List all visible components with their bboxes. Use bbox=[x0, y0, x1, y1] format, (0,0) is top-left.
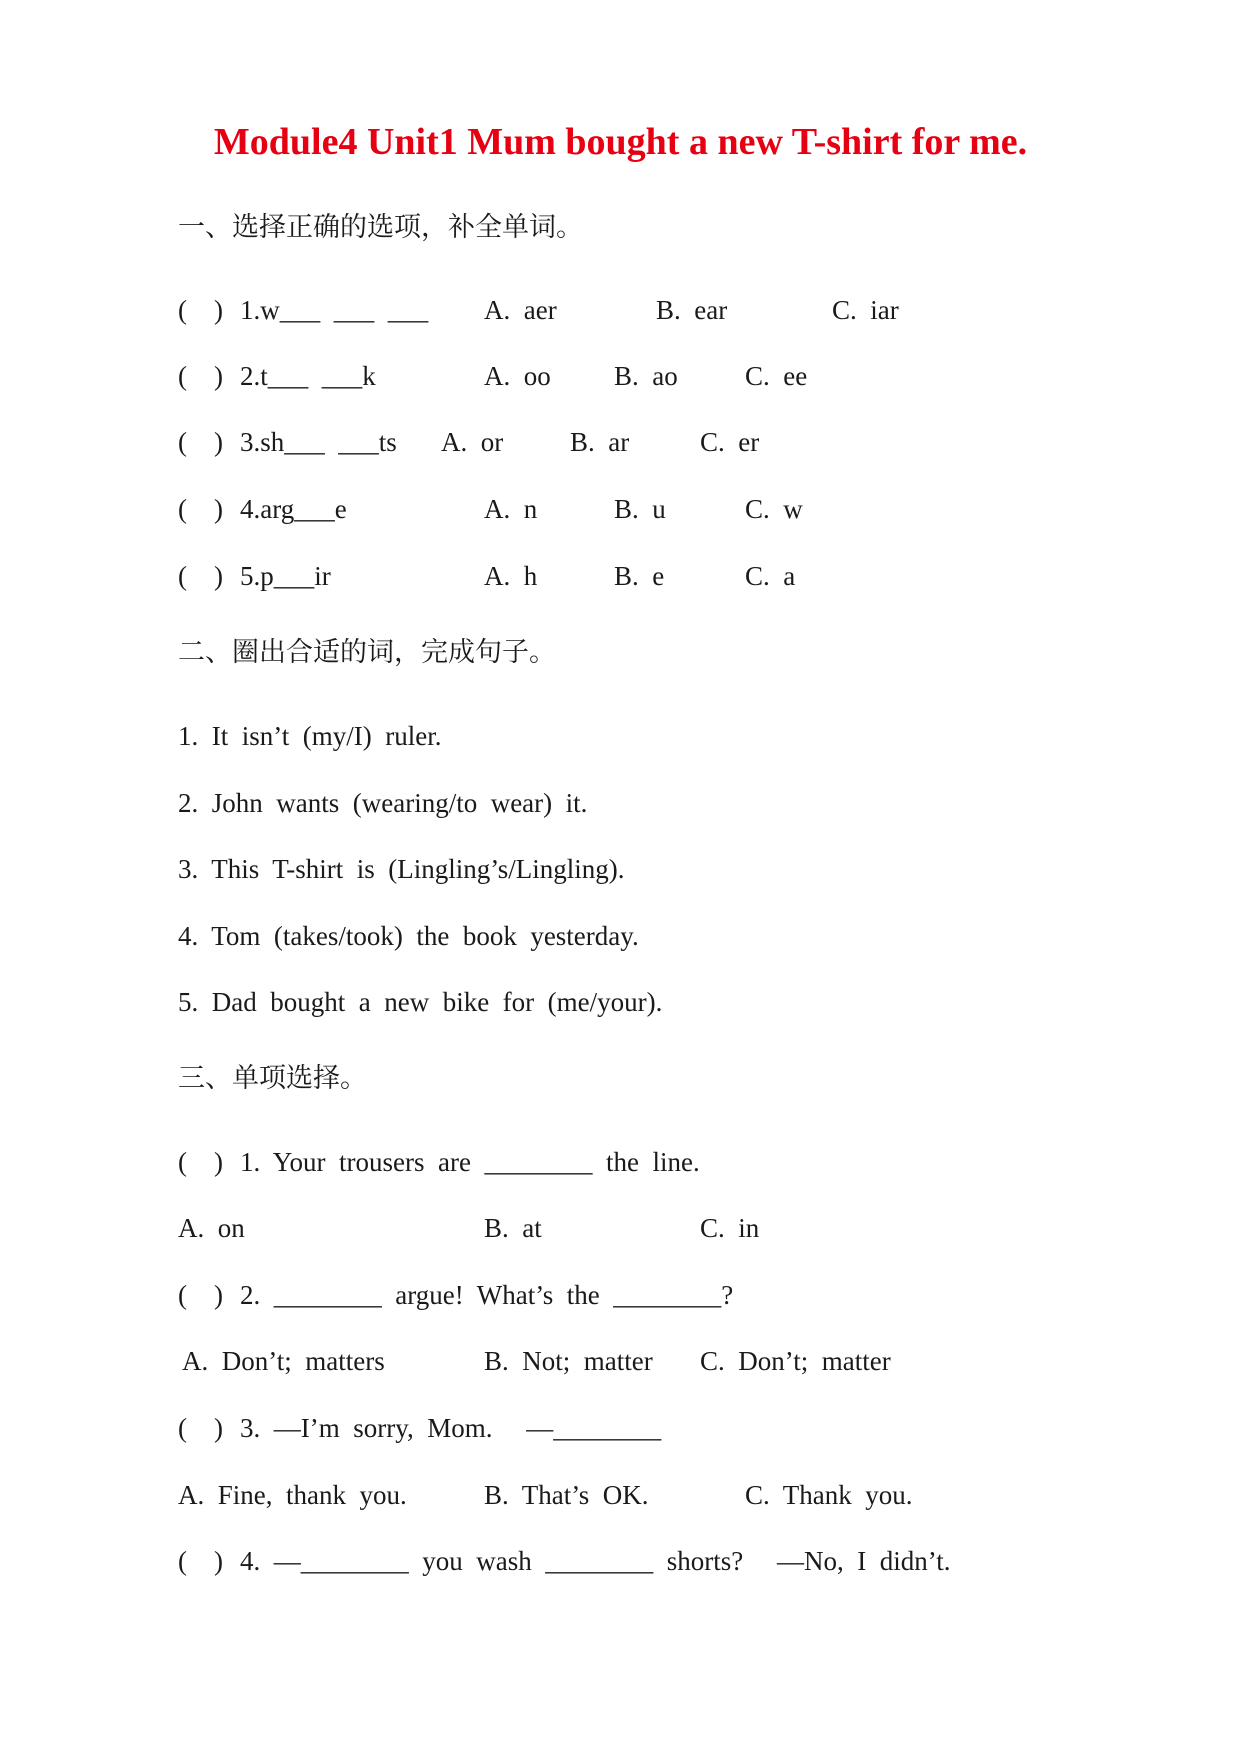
answer-paren: ( ) bbox=[178, 1546, 223, 1576]
option-c: C. w bbox=[745, 494, 803, 524]
question-stem: 2. ________ argue! What’s the ________? bbox=[240, 1280, 734, 1310]
option-b: B. u bbox=[614, 494, 666, 524]
option-c: C. Don’t; matter bbox=[700, 1346, 891, 1376]
option-a: A. on bbox=[178, 1213, 245, 1243]
sentence: 1. It isn’t (my/I) ruler. bbox=[178, 721, 442, 751]
question-stem: 1. Your trousers are ________ the line. bbox=[240, 1147, 700, 1177]
answer-paren: ( ) bbox=[178, 427, 223, 457]
section-2-heading: 二、圈出合适的词，完成句子。 bbox=[178, 637, 556, 668]
option-a: A. n bbox=[484, 494, 538, 524]
answer-paren: ( ) bbox=[178, 295, 223, 325]
question-stem: 5.p___ir bbox=[240, 561, 331, 591]
option-a: A. oo bbox=[484, 361, 551, 391]
option-b: B. That’s OK. bbox=[484, 1480, 649, 1510]
answer-paren: ( ) bbox=[178, 361, 223, 391]
option-b: B. ar bbox=[570, 427, 630, 457]
option-a: A. aer bbox=[484, 295, 557, 325]
answer-paren: ( ) bbox=[178, 1413, 223, 1443]
question-stem: 4.arg___e bbox=[240, 494, 347, 524]
option-a: A. Fine, thank you. bbox=[178, 1480, 407, 1510]
answer-paren: ( ) bbox=[178, 561, 223, 591]
option-a: A. Don’t; matters bbox=[182, 1346, 385, 1376]
question-stem: 4. —________ you wash ________ shorts? —No, I didn’t. bbox=[240, 1546, 951, 1576]
answer-paren: ( ) bbox=[178, 1147, 223, 1177]
answer-paren: ( ) bbox=[178, 494, 223, 524]
option-b: B. e bbox=[614, 561, 665, 591]
option-b: B. at bbox=[484, 1213, 542, 1243]
sentence: 4. Tom (takes/took) the book yesterday. bbox=[178, 921, 639, 951]
option-c: C. a bbox=[745, 561, 796, 591]
section-1-heading: 一、选择正确的选项，补全单词。 bbox=[178, 212, 583, 243]
option-c: C. Thank you. bbox=[745, 1480, 913, 1510]
sentence: 5. Dad bought a new bike for (me/your). bbox=[178, 987, 663, 1017]
option-a: A. or bbox=[441, 427, 504, 457]
option-c: C. ee bbox=[745, 361, 808, 391]
option-a: A. h bbox=[484, 561, 538, 591]
option-b: B. Not; matter bbox=[484, 1346, 653, 1376]
sentence: 2. John wants (wearing/to wear) it. bbox=[178, 788, 588, 818]
sentence: 3. This T-shirt is (Lingling’s/Lingling). bbox=[178, 854, 625, 884]
option-c: C. in bbox=[700, 1213, 760, 1243]
option-b: B. ao bbox=[614, 361, 678, 391]
question-stem: 3. —I’m sorry, Mom. —________ bbox=[240, 1413, 662, 1443]
option-c: C. er bbox=[700, 427, 760, 457]
question-stem: 1.w___ ___ ___ bbox=[240, 295, 429, 325]
option-c: C. iar bbox=[832, 295, 899, 325]
question-stem: 2.t___ ___k bbox=[240, 361, 376, 391]
section-3-heading: 三、单项选择。 bbox=[178, 1063, 367, 1094]
page-title: Module4 Unit1 Mum bought a new T-shirt for me. bbox=[213, 121, 1028, 163]
answer-paren: ( ) bbox=[178, 1280, 223, 1310]
option-b: B. ear bbox=[656, 295, 728, 325]
question-stem: 3.sh___ ___ts bbox=[240, 427, 397, 457]
